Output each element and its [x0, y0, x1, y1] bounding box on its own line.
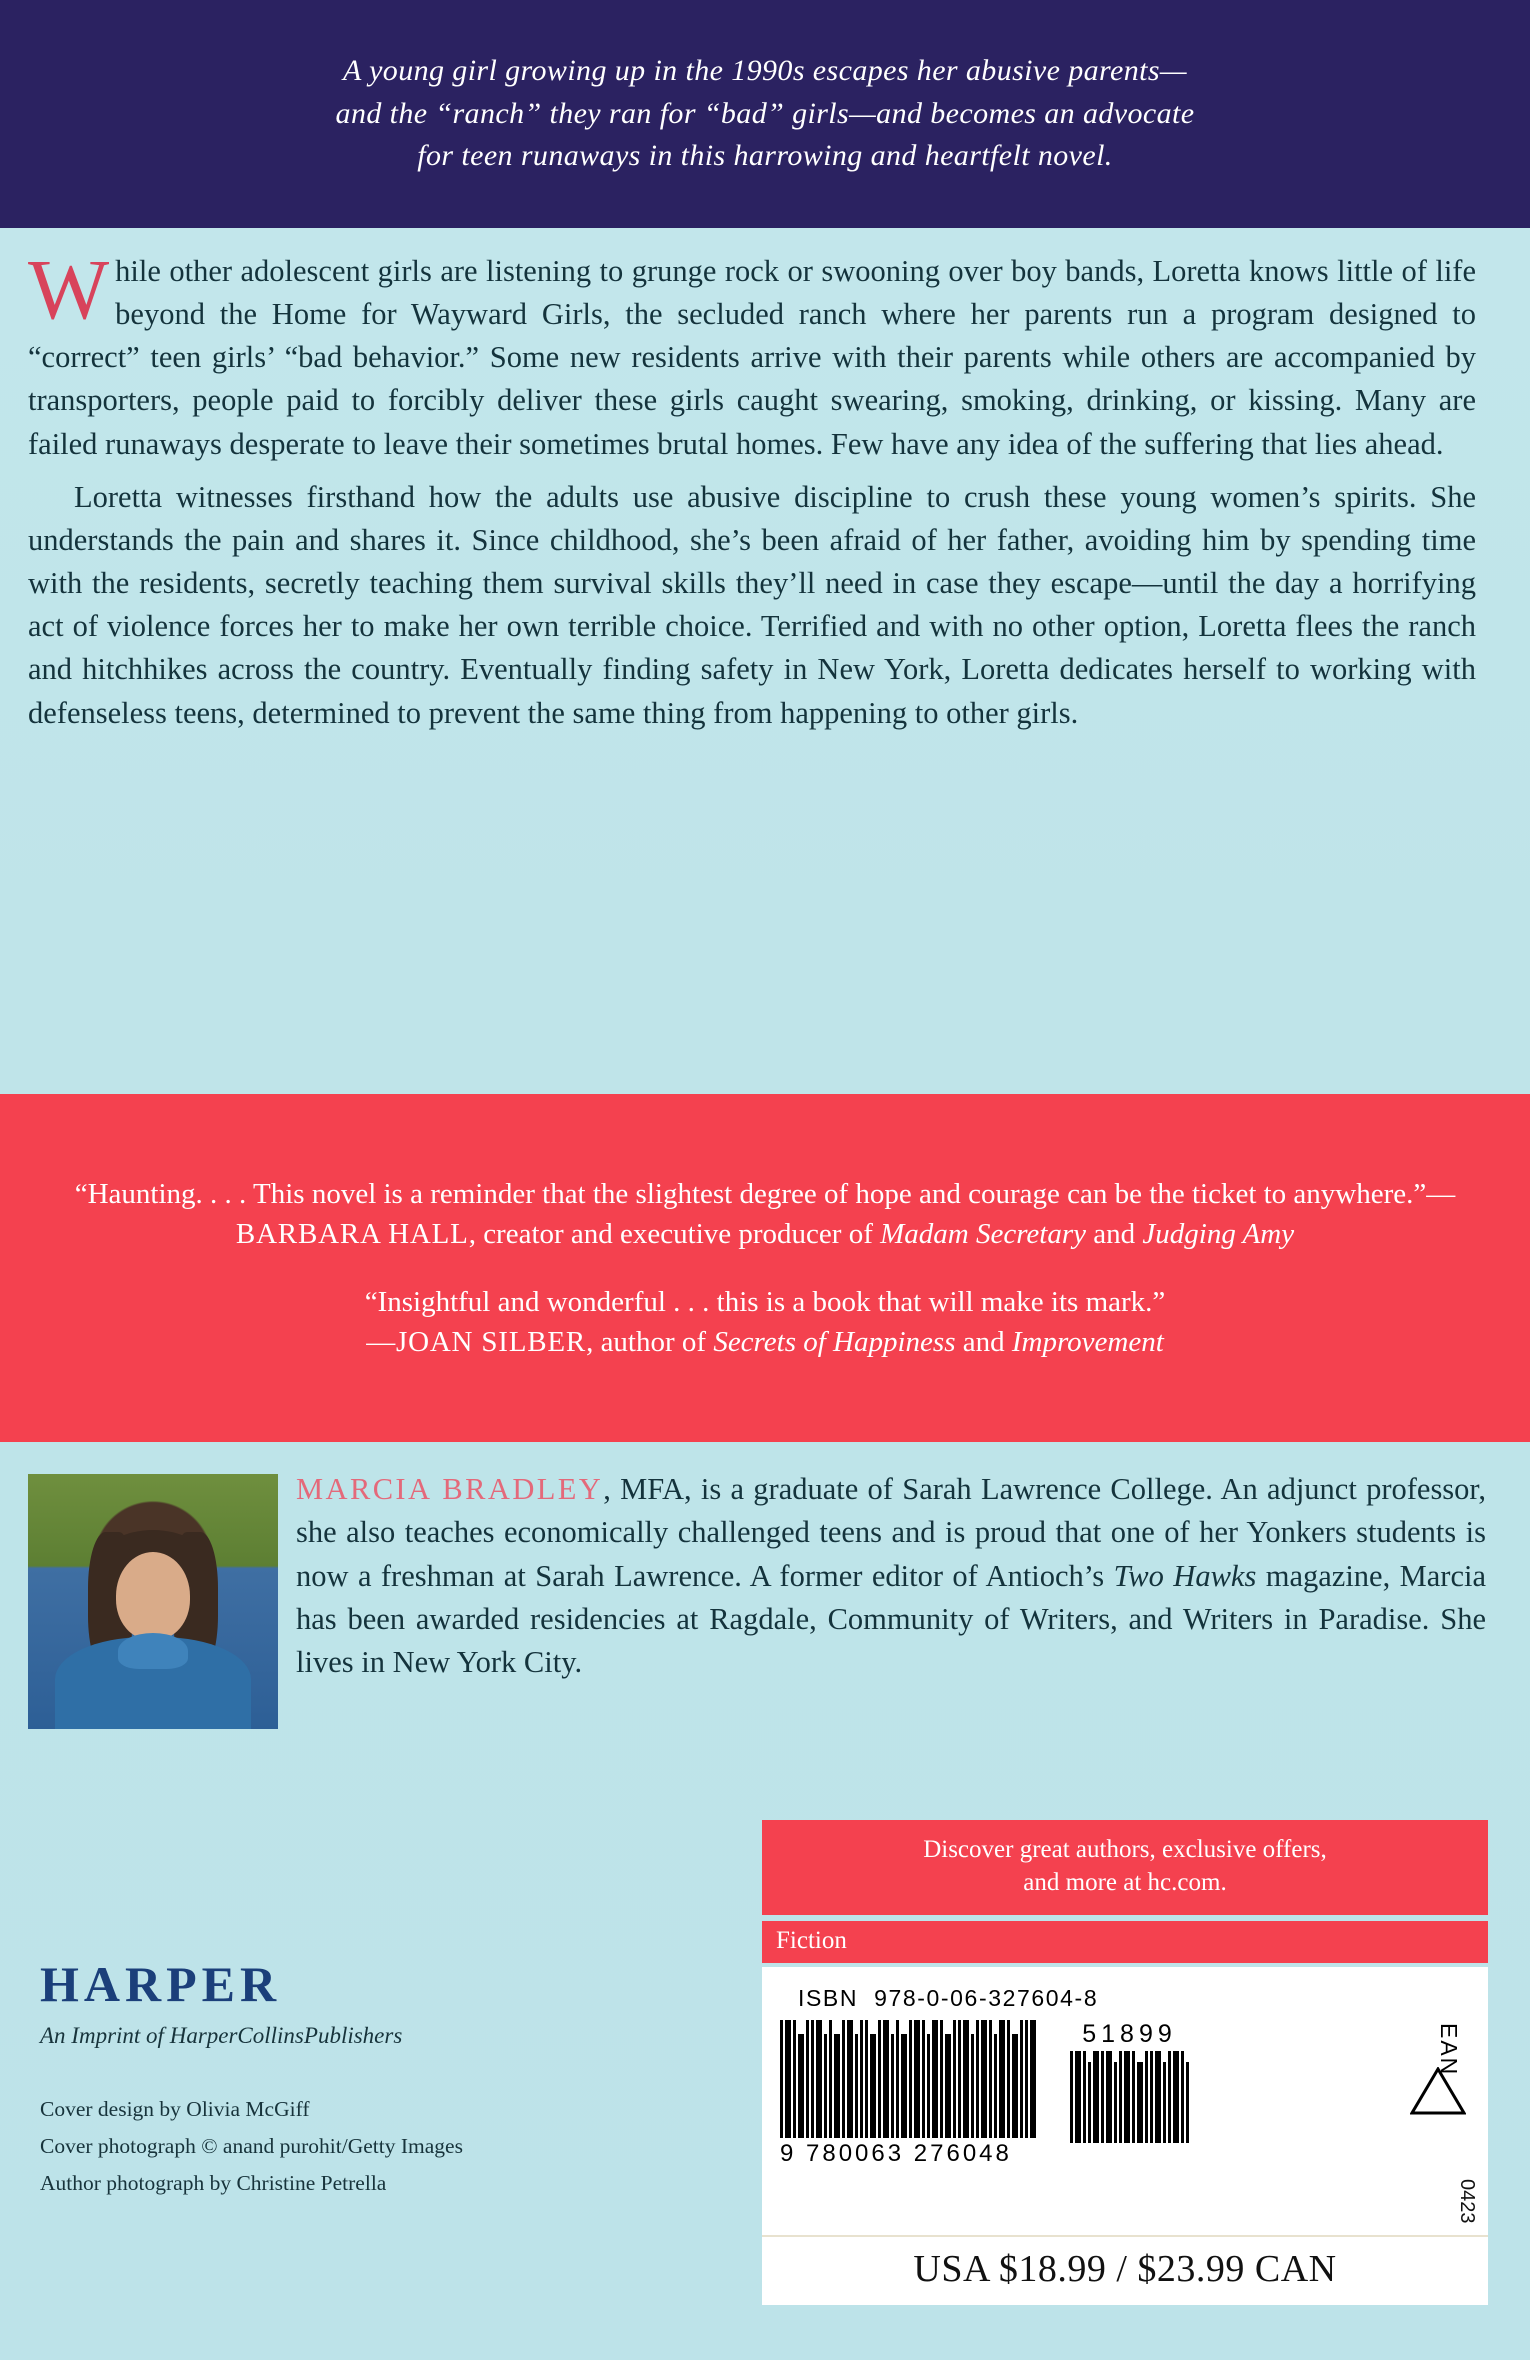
bar	[1150, 2051, 1153, 2143]
bar	[981, 2020, 987, 2138]
bar	[834, 2034, 840, 2138]
imprint-prefix: An Imprint of	[40, 2023, 170, 2048]
bar	[1088, 2062, 1091, 2143]
bar	[945, 2034, 951, 2138]
bar	[1070, 2051, 1073, 2143]
bar	[855, 2034, 858, 2138]
bar	[780, 2020, 783, 2138]
imprint-suffix: Publishers	[303, 2023, 403, 2048]
bar	[798, 2034, 804, 2138]
bar	[909, 2020, 912, 2138]
isbn-value: 978-0-06-327604-8	[874, 1985, 1099, 2011]
bar	[842, 2020, 845, 2138]
bar	[963, 2020, 969, 2138]
bar	[976, 2020, 979, 2138]
bar	[914, 2020, 920, 2138]
isbn-line	[798, 1985, 1470, 2012]
barcode-card	[762, 1967, 1488, 2235]
ean5-digits: 51899	[1082, 2020, 1177, 2048]
description-paragraph-2: Loretta witnesses firsthand how the adults use abusive discipline to crush these young women’s spirits. She understands the pain and shares it. Since childhood, she’s been afraid of her father, avoiding him by spending time with the residents, secretly teaching them survival skills they’ll need in case they escape—until the day a horrifying act of violence forces her to make her own terrible choice. Terrified and with no other option, Loretta flees the ranch and hitchhikes across the country. Eventually finding safety in New York, Loretta dedicates herself to working with defenseless teens, determined to prevent the same thing from happening to other girls.	[28, 479, 1476, 730]
bar	[1119, 2051, 1122, 2143]
bar	[1007, 2020, 1010, 2138]
photo-face	[116, 1552, 190, 1640]
bar	[1132, 2051, 1135, 2143]
tagline-line-1: A young girl growing up in the 1990s escapes her abusive parents—	[343, 54, 1187, 88]
imprint-name: HarperCollins	[169, 2023, 304, 2048]
bar	[1106, 2051, 1112, 2143]
tagline-line-2: and the “ranch” they ran for “bad” girls—and becomes an advocate	[335, 96, 1195, 130]
bar	[1186, 2062, 1189, 2143]
bar	[1173, 2051, 1179, 2143]
bar	[1075, 2051, 1081, 2143]
genre-bar: Fiction	[762, 1921, 1488, 1963]
bar	[901, 2034, 907, 2138]
isbn-label: ISBN	[798, 1985, 859, 2011]
drop-cap: W	[28, 241, 110, 337]
bar	[1030, 2020, 1036, 2138]
author-photo	[28, 1474, 278, 1729]
praise-quote-2-text: “Insightful and wonderful . . . this is a book that will make its mark.”	[364, 1286, 1166, 1318]
bar	[989, 2020, 992, 2138]
bar	[1020, 2020, 1023, 2138]
description-block	[28, 241, 1506, 735]
author-bio-part-2: magazine, Marcia has been awarded residencies at Ragdale, Community of Writers, and Writers in Paradise. She lives in New York City.	[296, 1558, 1487, 1680]
bar	[824, 2034, 827, 2138]
bar	[829, 2020, 832, 2138]
bar	[1124, 2051, 1130, 2143]
praise-band	[0, 1094, 1530, 1442]
praise-quote-1-and: and	[1086, 1217, 1143, 1250]
bar	[891, 2034, 894, 2138]
bar	[1114, 2062, 1117, 2143]
bar	[958, 2020, 961, 2138]
bar	[860, 2020, 863, 2138]
bar	[1163, 2062, 1166, 2143]
bar	[865, 2020, 868, 2138]
promo-line-2: and more at hc.com.	[1023, 1868, 1227, 1896]
bar	[1155, 2051, 1161, 2143]
author-bio-magazine: Two Hawks	[1113, 1558, 1257, 1593]
author-bio-part-1: , MFA, is a graduate of Sarah Lawrence College. An adjunct professor, she also teaches economically challenged teens and is proud that one of her Yonkers students is now a freshman at Sarah Lawrence. A former editor of Antioch’s	[296, 1472, 1486, 1593]
bar	[953, 2020, 956, 2138]
bar	[1181, 2051, 1184, 2143]
description-paragraph-1-text: hile other adolescent girls are listening to grunge rock or swooning over boy bands, Loretta knows little of life beyond the Home for Wayward Girls, the secluded ranch where her parents run a program designed to “correct” teen girls’ “bad behavior.” Some new residents arrive with their parents while others are accompanied by transporters, people paid to forcibly deliver these girls caught swearing, smoking, drinking, or kissing. Many are failed runaways desperate to leave their sometimes brutal homes. Few have any idea of the suffering that lies ahead.	[28, 254, 1476, 461]
bar	[994, 2034, 997, 2138]
credit-line-1: Cover design by Olivia McGiff	[40, 2097, 310, 2121]
praise-quote-1-work-2: Judging Amy	[1142, 1217, 1295, 1250]
bar	[806, 2020, 809, 2138]
bar	[878, 2020, 881, 2138]
triangle-icon	[1410, 2067, 1466, 2115]
price-bar: USA $18.99 / $23.99 CAN	[762, 2235, 1488, 2305]
tagline-line-3: for teen runaways in this harrowing and heartfelt novel.	[417, 139, 1113, 173]
ean-triangle-icon	[1414, 2115, 1466, 2159]
author-name: MARCIA BRADLEY	[296, 1472, 604, 1506]
praise-quote-1-work-1: Madam Secretary	[880, 1217, 1087, 1250]
praise-quote-1-tail: , creator and executive producer of	[468, 1217, 881, 1250]
bar	[1145, 2051, 1148, 2143]
bar	[971, 2034, 974, 2138]
promo-line-1: Discover great authors, exclusive offers,	[923, 1836, 1327, 1863]
praise-quote-2	[365, 1282, 1166, 1362]
praise-quote-2-credit	[365, 1322, 1166, 1362]
bar	[927, 2034, 930, 2138]
promo-banner[interactable]	[762, 1820, 1488, 1915]
ean5-barcode	[1070, 2020, 1189, 2143]
bar	[847, 2020, 853, 2138]
bar	[1137, 2062, 1143, 2143]
bar	[1093, 2051, 1099, 2143]
ean-label: EAN	[1436, 2023, 1462, 2077]
cover-credits	[40, 2091, 700, 2202]
description-paragraph-1	[28, 241, 1506, 466]
bar	[1168, 2051, 1171, 2143]
imprint-line	[40, 2023, 700, 2049]
praise-quote-1-text: “Haunting. . . . This novel is a reminder that the slightest degree of hope and courage can be the ticket to anywhere.”—	[74, 1177, 1456, 1210]
praise-quote-2-and: and	[955, 1326, 1012, 1359]
date-code: 0423	[1456, 2178, 1478, 2223]
bar	[870, 2034, 876, 2138]
photo-collar	[118, 1633, 188, 1669]
bar	[793, 2020, 796, 2138]
praise-quote-2-work-2: Improvement	[1011, 1326, 1164, 1359]
ean13-bars	[780, 2020, 1036, 2138]
bar	[1012, 2034, 1018, 2138]
author-bio	[28, 1468, 1506, 1735]
bar	[922, 2020, 925, 2138]
ean13-barcode	[780, 2020, 1036, 2168]
tagline-band	[0, 0, 1530, 228]
bar	[1101, 2051, 1104, 2143]
barcodes-row	[780, 2020, 1470, 2168]
credit-line-2: Cover photograph © anand purohit/Getty Images	[40, 2133, 463, 2158]
promo-barcode-block	[762, 1820, 1488, 2305]
credit-line-3: Author photograph by Christine Petrella	[40, 2170, 387, 2195]
praise-quote-1	[65, 1174, 1465, 1254]
bar	[999, 2020, 1005, 2138]
praise-quote-1-attribution: BARBARA HALL	[235, 1217, 469, 1250]
bar	[1025, 2020, 1028, 2138]
bar	[940, 2020, 943, 2138]
ean13-digits: 9 780063 276048	[780, 2140, 1012, 2167]
ean5-bars	[1070, 2051, 1189, 2143]
publisher-block	[40, 1955, 700, 2202]
bar	[816, 2020, 822, 2138]
praise-quote-2-tail: , author of	[586, 1326, 714, 1359]
bar	[932, 2020, 938, 2138]
praise-quote-2-work-1: Secrets of Happiness	[713, 1326, 956, 1359]
bar	[785, 2020, 791, 2138]
bar	[811, 2020, 814, 2138]
bar	[896, 2020, 899, 2138]
praise-quote-2-attribution: —JOAN SILBER	[366, 1326, 587, 1359]
bar	[883, 2020, 889, 2138]
bar	[1083, 2051, 1086, 2143]
harper-logo: HARPER	[40, 1956, 282, 2012]
